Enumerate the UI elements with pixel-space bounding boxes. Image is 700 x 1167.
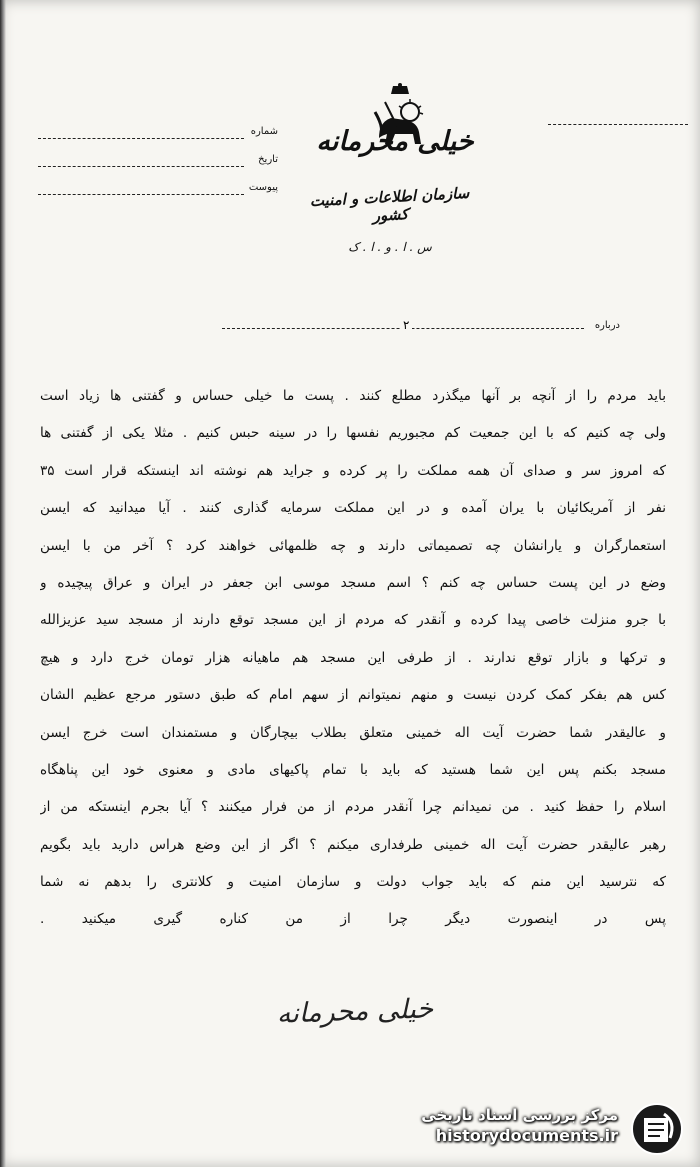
body-line: باید مردم را از آنچه بر آنها میگذرد مطلع کنند . پست ما خیلی حساس و گفتنی ها زیاد است [40, 388, 666, 404]
body-line: استعمارگران و یارانشان چه تصمیماتی دارند و چه ظلمهائی خواهند کرد ؟ آخر من با ایسن [40, 537, 666, 554]
field-date-line [38, 166, 244, 167]
watermark-url: historydocuments.ir [435, 1126, 618, 1145]
field-date [38, 154, 278, 182]
body-line: وضع در این پست حساس چه کنم ؟ اسم مسجد موسی ابن جعفر در ایران و عراق پیچیده و [40, 574, 666, 591]
organization-name: سازمان اطلاعات و امنیت کشور [309, 183, 470, 225]
field-attachment [38, 182, 278, 210]
field-attachment-label: پیوست [248, 182, 278, 193]
header-fields [38, 126, 278, 210]
body-line: پس در اینصورت دیگر چرا از من کناره گیری میکنید . [40, 911, 666, 928]
signature-stamp: خیلی محرمانه [276, 993, 434, 1030]
body-line: اسلام را حفظ کنید . من نمیدانم چرا آنقدر مردم از من فرار میکنند ؟ آیا بجرم اینستکه من از [40, 799, 666, 816]
body-line: مسجد بکنم پس این شما هستید که باید با تمام پاکیهای مادی و معنوی خود این پناهگاه [40, 761, 666, 778]
body-line: که نترسید این منم که باید جواب دولت و سازمان امنیت و کلانتری را بدهم نه شما [40, 874, 666, 891]
subject-label: درباره [594, 320, 620, 331]
subject-mark: ۲ [400, 318, 412, 332]
subject-row [222, 320, 620, 336]
field-attachment-line [38, 194, 244, 195]
body-line: رهبر عالیقدر حضرت آیت اله خمینی طرفداری میکنم ؟ اگر از این وضع هراس دارید باید بگویم [40, 836, 666, 853]
field-number-line [38, 138, 244, 139]
top-right-dashed-line [548, 124, 688, 125]
body-line: ولی چه کنیم که با این جمعیت کم مجبوریم نفسها را در سینه حبس کنیم . مثلا یکی از گفتنی ها [40, 425, 666, 442]
body-line: با جرو منزلت خاصی پیدا کرده و آنقدر که مردم از این مسجد توقع دارند از مسجد سید عزیزالله [40, 612, 666, 629]
watermark-title: مرکز بررسی اسناد تاریخی [421, 1106, 618, 1124]
letter-body [40, 378, 666, 939]
body-line: نفر از آمریکائیان با یران آمده و در این مملکت سرمایه گذاری کنند . آیا میدانید که ایسن [40, 500, 666, 517]
field-number [38, 126, 278, 154]
page-edge-shadow [0, 0, 6, 1167]
body-line: و عالیقدر شما حضرت آیت اله خمینی متعلق بطلاب بیچارگان و مستمندان است خرج ایسن [40, 724, 666, 741]
field-number-label: شماره [250, 126, 278, 137]
body-line: و ترکها و بازار توقع ندارند . از طرفی این مسجد هم ماهیانه هزار تومان خرج دارد و هیچ [40, 649, 666, 666]
classification-title: خیلی محرمانه [316, 126, 474, 157]
watermark [410, 1100, 690, 1160]
body-line: کس هم بفکر کمک کردن نیست و منهم نمیتوانم از سهم امام که طبق دستور مرجع عظیم الشان [40, 687, 666, 704]
watermark-text [421, 1106, 618, 1145]
archive-logo-icon [630, 1102, 684, 1156]
organization-code: س . ا . و . ا . ک [348, 240, 432, 254]
field-date-label: تاریخ [258, 154, 278, 165]
body-line: که امروز سر و صدای آن همه مملکت را پر کرده و جراید هم نوشته اند اینستکه قرار است ۳۵ [40, 462, 666, 479]
